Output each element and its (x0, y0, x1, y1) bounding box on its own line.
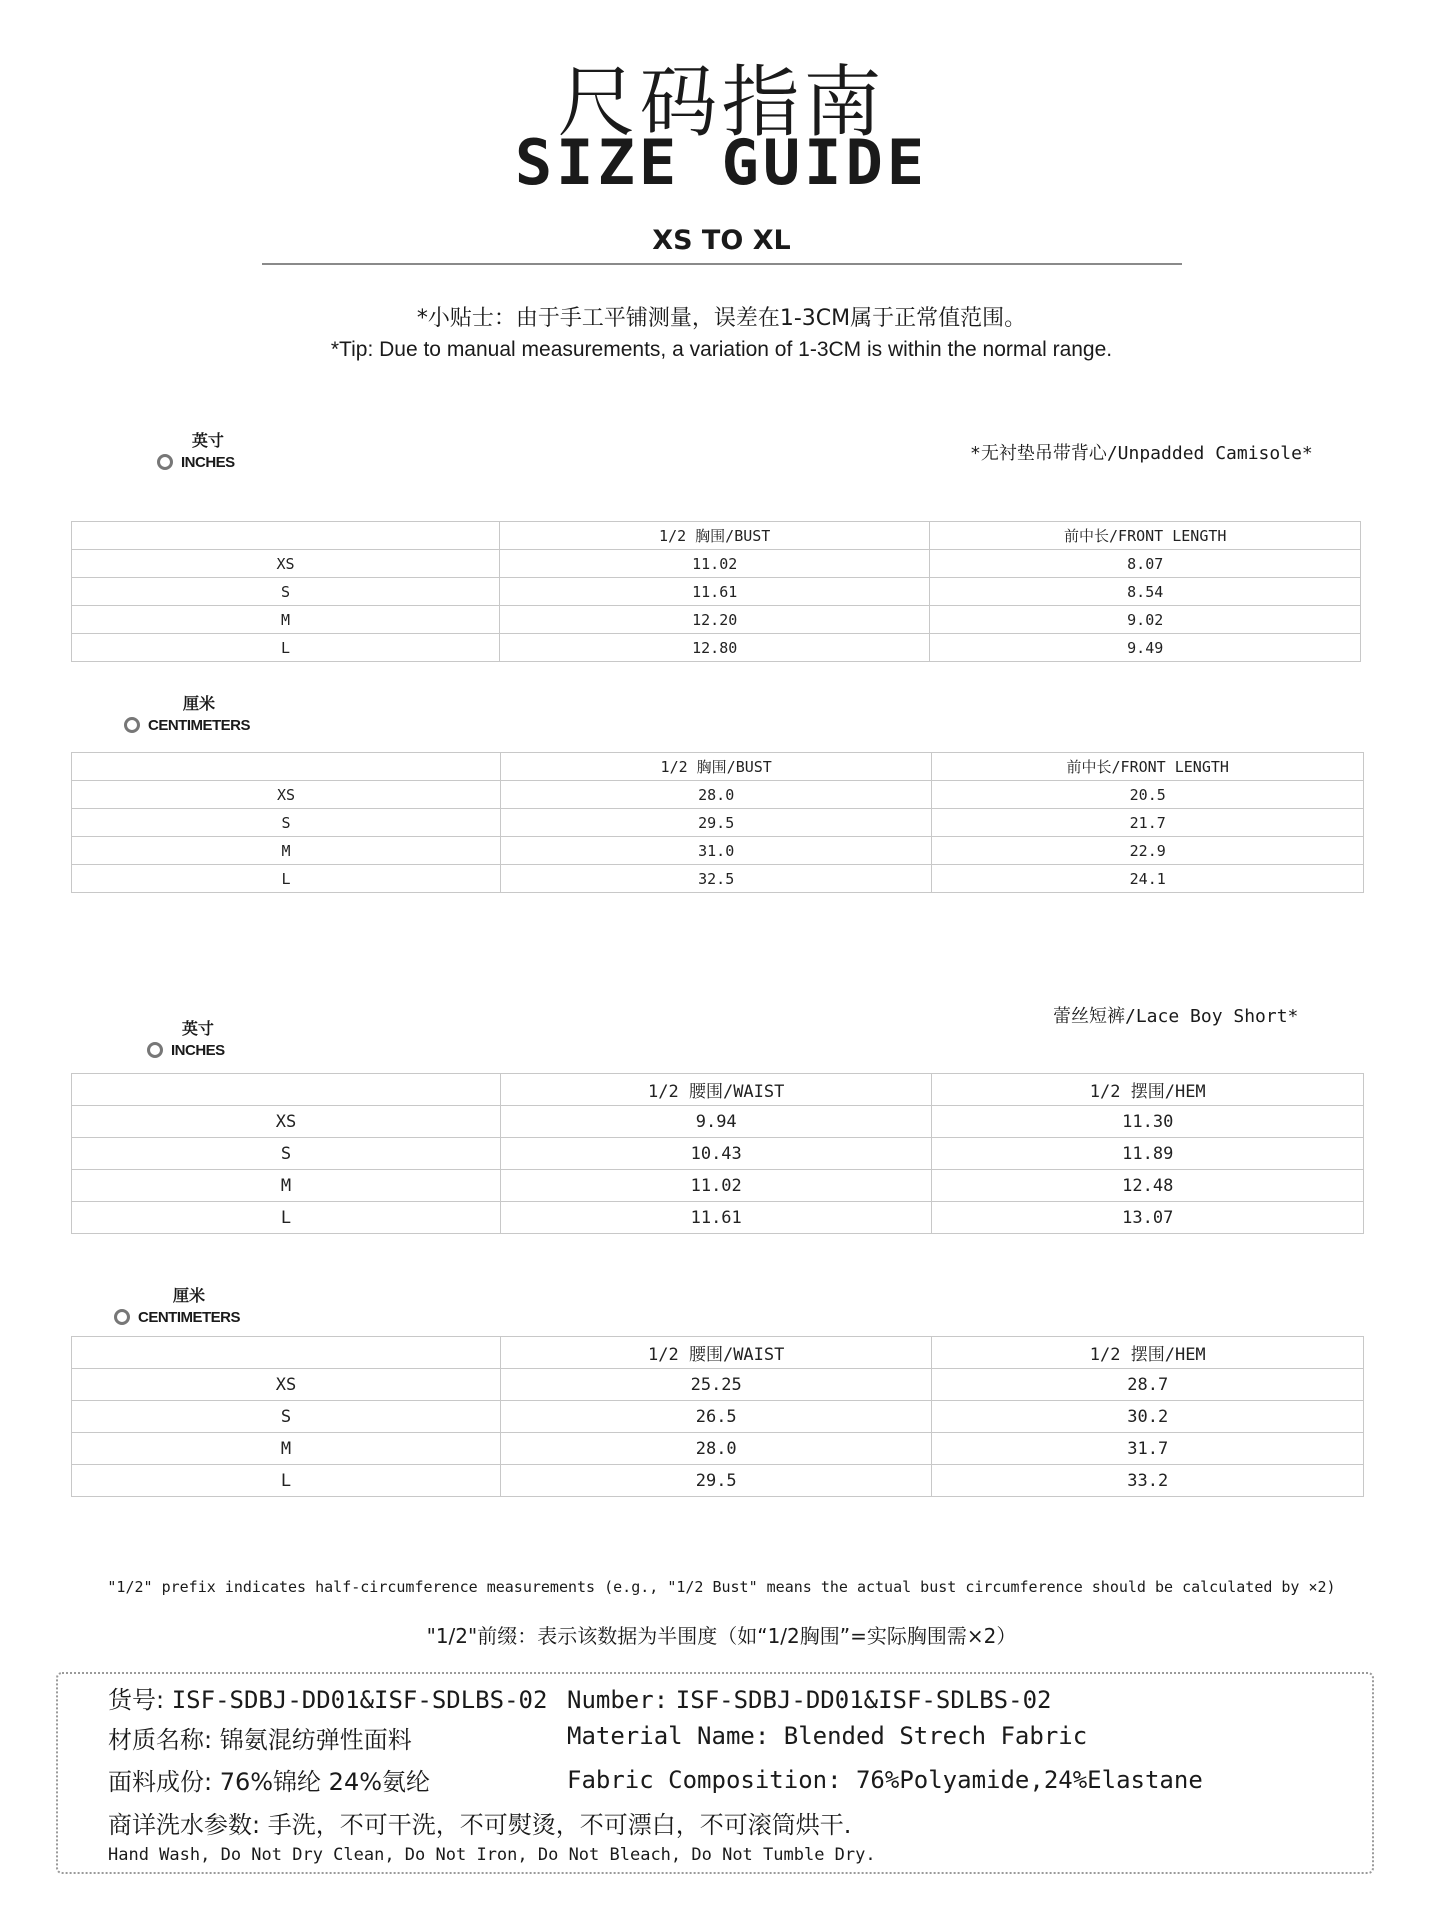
value-cell: 8.07 (930, 550, 1361, 578)
value-cell: 32.5 (500, 865, 932, 893)
care-instructions-cn: 商详洗水参数: 手洗，不可干洗，不可熨烫，不可漂白，不可滚筒烘干. (108, 1811, 852, 1839)
value-cell: 8.54 (930, 578, 1361, 606)
size-cell: L (72, 634, 500, 662)
item-number-cn-value: ISF-SDBJ-DD01&ISF-SDLBS-02 (171, 1686, 548, 1714)
header-cell: 1/2 腰围/WAIST (500, 1337, 932, 1369)
value-cell: 13.07 (932, 1202, 1364, 1234)
value-cell: 24.1 (932, 865, 1364, 893)
item-number-en-label: Number: (567, 1686, 669, 1714)
divider (262, 263, 1182, 265)
tip-english: *Tip: Due to manual measurements, a variation of 1-3CM is within the normal range. (330, 338, 1113, 361)
value-cell: 28.0 (500, 781, 932, 809)
table-row (72, 634, 1361, 662)
table-row (72, 1138, 1364, 1170)
care-instructions-en: Hand Wash, Do Not Dry Clean, Do Not Iron, Do Not Bleach, Do Not Tumble Dry. (108, 1845, 876, 1865)
value-cell: 28.0 (500, 1433, 932, 1465)
size-cell: XS (72, 1369, 501, 1401)
header-cell (72, 522, 500, 550)
value-cell: 29.5 (500, 1465, 932, 1497)
value-cell: 20.5 (932, 781, 1364, 809)
unit-label-en: INCHES (171, 1042, 225, 1059)
value-cell: 31.7 (932, 1433, 1364, 1465)
value-cell: 11.61 (500, 1202, 932, 1234)
circle-icon (124, 717, 140, 733)
title-chinese: 尺码指南 (557, 58, 886, 148)
table-row (72, 606, 1361, 634)
product-title-camisole: *无衬垫吊带背心/Unpadded Camisole* (970, 443, 1313, 464)
value-cell: 31.0 (500, 837, 932, 865)
product-title-boy-short: 蕾丝短裤/Lace Boy Short* (1053, 1006, 1299, 1027)
value-cell: 11.02 (499, 550, 930, 578)
value-cell: 9.02 (930, 606, 1361, 634)
header-cell: 1/2 摆围/HEM (932, 1074, 1364, 1106)
table-row (72, 1369, 1364, 1401)
table-row (72, 578, 1361, 606)
unit-label-en: CENTIMETERS (148, 717, 251, 734)
value-cell: 12.48 (932, 1170, 1364, 1202)
material-en: Material Name: Blended Strech Fabric (567, 1722, 1088, 1750)
unit-label-cn: 厘米 (173, 1286, 206, 1305)
header-cell: 前中长/FRONT LENGTH (930, 522, 1361, 550)
header-cell (72, 1074, 501, 1106)
boy-short-inches-table (71, 1073, 1364, 1234)
table-row (72, 837, 1364, 865)
size-cell: S (72, 809, 501, 837)
value-cell: 22.9 (932, 837, 1364, 865)
unit-label-centimeters (124, 693, 250, 737)
size-cell: L (72, 1465, 501, 1497)
table-row (72, 1106, 1364, 1138)
header-cell (72, 753, 501, 781)
value-cell: 21.7 (932, 809, 1364, 837)
size-cell: S (72, 1401, 501, 1433)
value-cell: 12.80 (499, 634, 930, 662)
value-cell: 11.02 (500, 1170, 932, 1202)
table-header-row (72, 1074, 1364, 1106)
header-cell: 1/2 腰围/WAIST (500, 1074, 932, 1106)
value-cell: 11.30 (932, 1106, 1364, 1138)
size-cell: L (72, 865, 501, 893)
header-cell: 1/2 胸围/BUST (499, 522, 930, 550)
table-row (72, 1202, 1364, 1234)
table-row (72, 1401, 1364, 1433)
circle-icon (157, 454, 173, 470)
value-cell: 9.49 (930, 634, 1361, 662)
item-number-en (567, 1684, 1051, 1716)
circle-icon (114, 1309, 130, 1325)
size-cell: L (72, 1202, 501, 1234)
size-cell: S (72, 1138, 501, 1170)
value-cell: 9.94 (500, 1106, 932, 1138)
table-header-row (72, 522, 1361, 550)
boy-short-cm-table (71, 1336, 1364, 1497)
unit-label-inches (157, 430, 235, 474)
value-cell: 26.5 (500, 1401, 932, 1433)
unit-label-cn: 厘米 (183, 694, 216, 713)
header-cell (72, 1337, 501, 1369)
half-measure-note-cn: "1/2"前缀：表示该数据为半围度（如“1/2胸围”=实际胸围需×2） (426, 1624, 1017, 1648)
value-cell: 10.43 (500, 1138, 932, 1170)
value-cell: 12.20 (499, 606, 930, 634)
size-cell: M (72, 837, 501, 865)
size-cell: M (72, 1433, 501, 1465)
table-row (72, 1170, 1364, 1202)
unit-label-centimeters (114, 1285, 240, 1329)
value-cell: 28.7 (932, 1369, 1364, 1401)
half-measure-note-en: "1/2" prefix indicates half-circumference measurements (e.g., "1/2 Bust" means the actual bust circumference should be calculated by ×2) (107, 1578, 1336, 1596)
size-cell: M (72, 1170, 501, 1202)
value-cell: 11.61 (499, 578, 930, 606)
table-header-row (72, 1337, 1364, 1369)
size-cell: S (72, 578, 500, 606)
table-header-row (72, 753, 1364, 781)
table-row (72, 550, 1361, 578)
size-cell: XS (72, 550, 500, 578)
value-cell: 11.89 (932, 1138, 1364, 1170)
table-row (72, 865, 1364, 893)
size-range: XS TO XL (652, 225, 791, 256)
camisole-cm-table (71, 752, 1364, 893)
unit-label-cn: 英寸 (181, 1019, 214, 1038)
size-cell: XS (72, 1106, 501, 1138)
header-cell: 1/2 胸围/BUST (500, 753, 932, 781)
value-cell: 33.2 (932, 1465, 1364, 1497)
composition-cn: 面料成份: 76%锦纶 24%氨纶 (108, 1768, 431, 1796)
value-cell: 30.2 (932, 1401, 1364, 1433)
item-number-en-value: ISF-SDBJ-DD01&ISF-SDLBS-02 (675, 1686, 1052, 1714)
table-row (72, 1465, 1364, 1497)
camisole-inches-table (71, 521, 1361, 662)
circle-icon (147, 1042, 163, 1058)
value-cell: 29.5 (500, 809, 932, 837)
item-number-cn (108, 1684, 547, 1716)
unit-label-en: CENTIMETERS (138, 1309, 241, 1326)
item-number-cn-label: 货号: (108, 1686, 165, 1714)
tip-chinese: *小贴士：由于手工平铺测量，误差在1-3CM属于正常值范围。 (416, 306, 1027, 331)
size-cell: XS (72, 781, 501, 809)
unit-label-inches (147, 1018, 225, 1062)
page-title: SIZE GUIDE (514, 126, 929, 199)
table-row (72, 809, 1364, 837)
composition-en: Fabric Composition: 76%Polyamide,24%Elastane (567, 1766, 1203, 1794)
value-cell: 25.25 (500, 1369, 932, 1401)
header-cell: 1/2 摆围/HEM (932, 1337, 1364, 1369)
size-cell: M (72, 606, 500, 634)
unit-label-en: INCHES (181, 454, 235, 471)
unit-label-cn: 英寸 (191, 431, 224, 450)
table-row (72, 781, 1364, 809)
material-cn: 材质名称: 锦氨混纺弹性面料 (108, 1726, 412, 1754)
table-row (72, 1433, 1364, 1465)
header-cell: 前中长/FRONT LENGTH (932, 753, 1364, 781)
